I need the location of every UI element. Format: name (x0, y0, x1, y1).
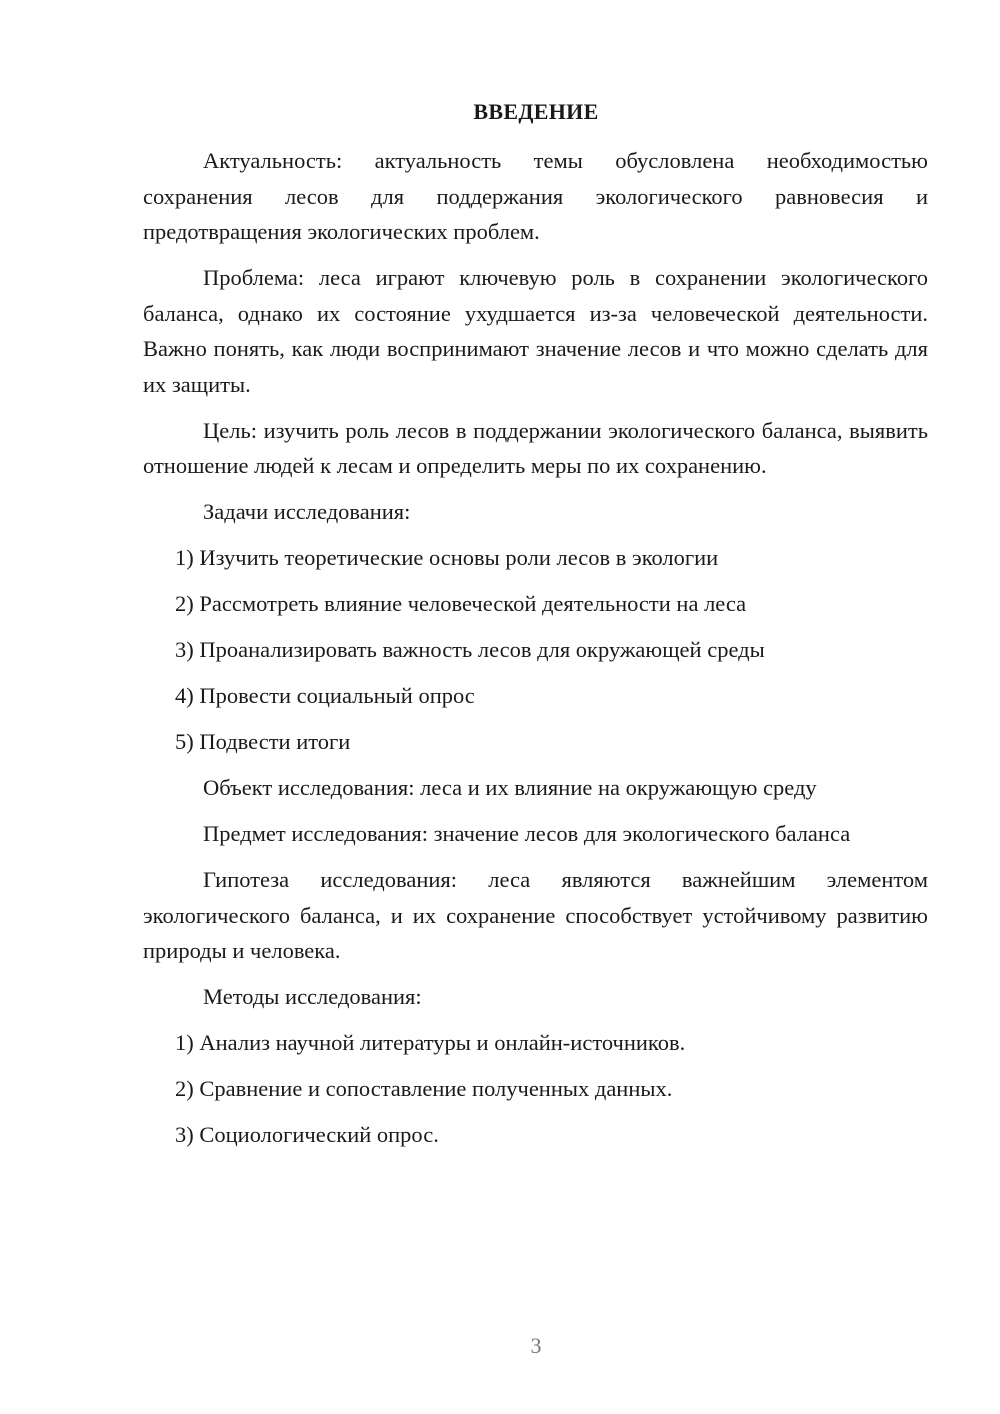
goal-paragraph: Цель: изучить роль лесов в поддержании экологического баланса, выявить отношение людей к лесам и определить меры по их сохранению. (143, 417, 928, 478)
method-item: 2) Сравнение и сопоставление полученных данных. (175, 1076, 673, 1101)
subject-paragraph: Предмет исследования: значение лесов для экологического баланса (203, 821, 851, 846)
task-item: 5) Подвести итоги (175, 729, 351, 754)
task-item: 2) Рассмотреть влияние человеческой деятельности на леса (175, 591, 747, 616)
task-item: 1) Изучить теоретические основы роли лесов в экологии (175, 545, 719, 570)
task-item: 3) Проанализировать важность лесов для окружающей среды (175, 637, 765, 662)
task-item: 4) Провести социальный опрос (175, 683, 475, 708)
page-title: ВВЕДЕНИЕ (473, 99, 599, 124)
methods-heading: Методы исследования: (203, 984, 422, 1009)
page-number: 3 (530, 1333, 542, 1358)
tasks-heading: Задачи исследования: (203, 499, 411, 524)
method-item: 1) Анализ научной литературы и онлайн-источников. (175, 1030, 686, 1055)
method-item: 3) Социологический опрос. (175, 1122, 439, 1147)
hypothesis-paragraph: Гипотеза исследования: леса являются важнейшим элементом экологического баланса, и их сохранение способствует устойчивому развитию природы и человека. (143, 867, 928, 963)
relevance-paragraph: Актуальность: актуальность темы обусловлена необходимостью сохранения лесов для поддержания экологического равновесия и предотвращения экологических проблем. (143, 148, 928, 244)
object-paragraph: Объект исследования: леса и их влияние на окружающую среду (203, 775, 817, 800)
document-body (143, 143, 928, 1163)
problem-paragraph: Проблема: леса играют ключевую роль в сохранении экологического баланса, однако их состояние ухудшается из-за человеческой деятельности. Важно понять, как люди воспринимают значение лесов и что можно сделать для их защиты. (143, 265, 928, 397)
